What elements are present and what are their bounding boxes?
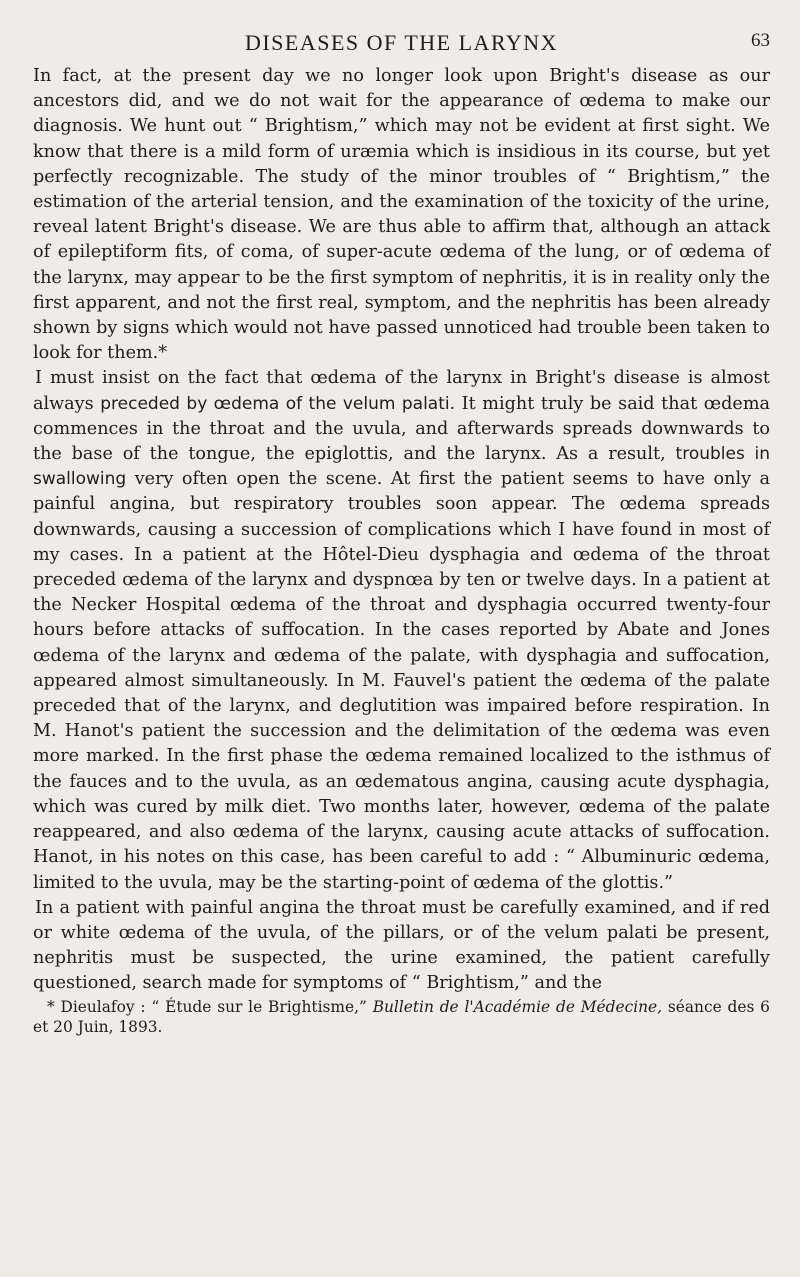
page-number: 63 [751, 30, 770, 51]
footnote-journal: Bulletin de l'Académie de Médecine, [372, 997, 663, 1016]
paragraph-2-text-c: very often open the scene. At first the patient seems to have only a painful angina, but respiratory troubles soon appear. The œdema spreads downwards, causing a succession of complications which I have found in most of my cases. In a patient at the Hôtel-Dieu dysphagia and œdema of the throat preceded œdema of the larynx and dyspnœa by ten or twelve days. In a patient at the Necker Hospital œdema of the throat and dysphagia occurred twenty-four hours before attacks of suffocation. In the cases reported by Abate and Jones œdema of the larynx and œdema of the palate, with dysphagia and suffocation, appeared almost simultaneously. In M. Fauvel's patient the œdema of the palate preceded that of the larynx, and deglutition was impaired before respiration. In M. Hanot's patient the succession and the delimitation of the œdema was even more marked. In the first phase the œdema remained localized to the isthmus of the fauces and to the uvula, as an œdematous angina, causing acute dysphagia, which was cured by milk diet. Two months later, however, œdema of the palate reappeared, and also œdema of the larynx, causing acute attacks of suffocation. Hanot, in his notes on this case, has been careful to add : “ Albuminuric œdema, limited to the uvula, may be the starting-point of œdema of the glottis.” [33, 469, 770, 893]
footnote-prefix: * Dieulafoy : “ Étude sur le Brightisme,” [47, 997, 373, 1016]
paragraph-2 [33, 366, 770, 895]
paragraph-1: In fact, at the present day we no longer look upon Bright's disease as our ancestors did, and we do not wait for the appearance of œdema to make our diagnosis. We hunt out “ Brightism,” which may not be evident at first sight. We know that there is a mild form of uræmia which is insidious in its course, but yet perfectly recognizable. The study of the minor troubles of “ Brightism,” the estimation of the arterial tension, and the examination of the toxicity of the urine, reveal latent Bright's disease. We are thus able to affirm that, although an attack of epileptiform fits, of coma, of super-acute œdema of the lung, or of œdema of the larynx, may appear to be the first symptom of nephritis, it is in reality only the first apparent, and not the first real, symptom, and the nephritis has been already shown by signs which would not have passed unnoticed had trouble been taken to look for them.* [33, 66, 770, 364]
paragraph-3: In a patient with painful angina the throat must be carefully examined, and if red or white œdema of the uvula, of the pillars, or of the velum palati be present, nephritis must be suspected, the urine examined, the patient carefully questioned, search made for symptoms of “ Brightism,” and the [33, 897, 770, 994]
running-title: DISEASES OF THE LARYNX [244, 30, 559, 55]
running-head [33, 30, 770, 64]
paragraph-2-text-b: It might truly be said that œdema commences in the throat and the uvula, and afterwards spreads downwards to the base of the tongue, the epiglottis, and the larynx. As a result, [33, 393, 771, 465]
body-text [33, 64, 770, 997]
footnote-suffix: séance des 6 et 20 Juin, 1893. [33, 997, 770, 1036]
footnote [33, 997, 770, 1037]
paragraph-2-text-a: I must insist on the fact that œdema of the larynx in Bright's disease is almost always [33, 368, 770, 414]
emphasis-troubles-swallowing: troubles in swallowing [33, 444, 770, 490]
emphasis-velum-palati: preceded by œdema of the velum palati. [100, 393, 456, 414]
